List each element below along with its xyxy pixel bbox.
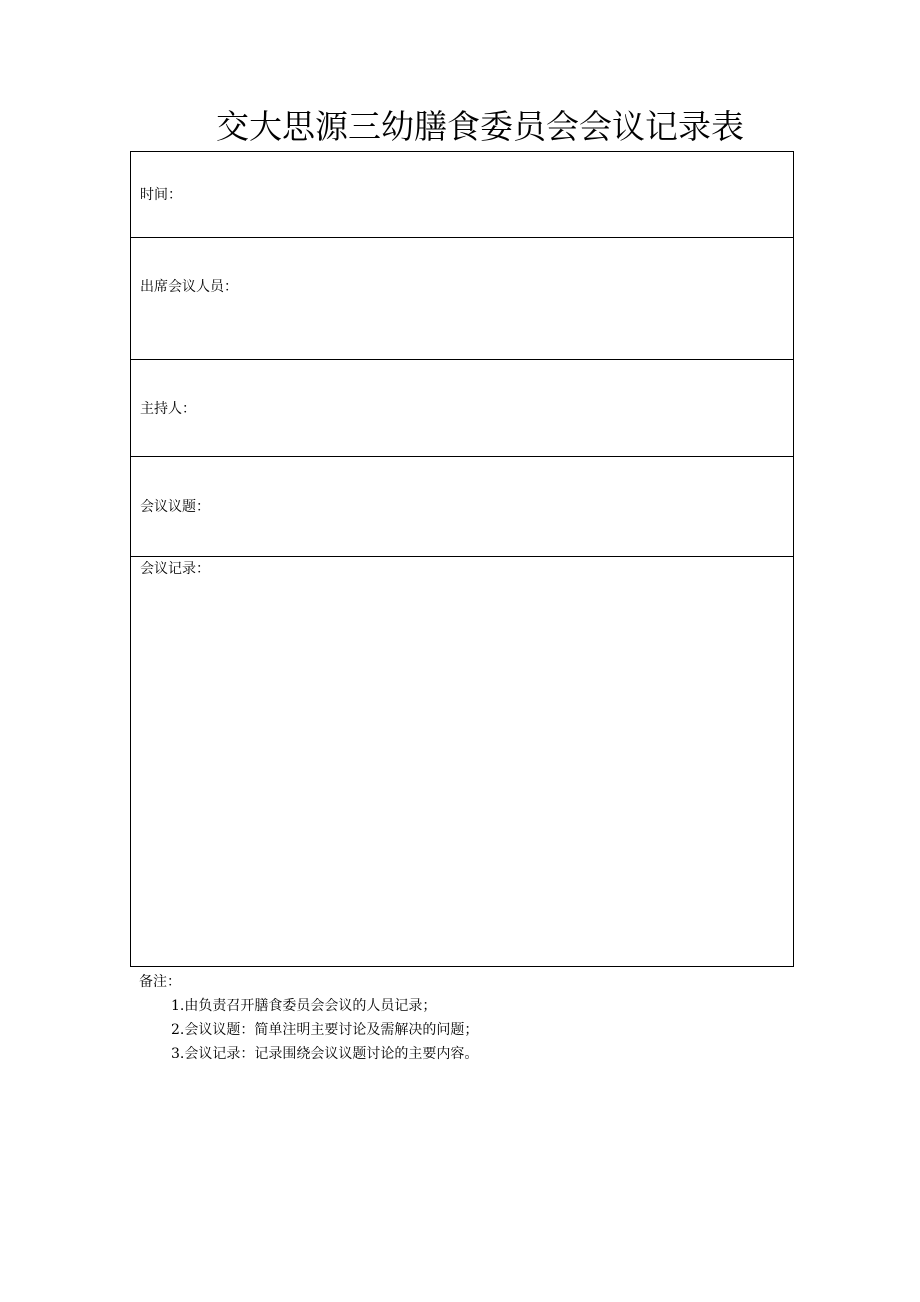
- notes-section: [139, 970, 478, 1066]
- attendees-label: 出席会议人员：: [140, 279, 238, 295]
- minutes-row[interactable]: [131, 557, 793, 966]
- notes-title: 备注：: [139, 974, 181, 990]
- host-label: 主持人：: [140, 401, 196, 417]
- notes-list: [139, 994, 478, 1066]
- note-item: 1.由负责召开膳食委员会会议的人员记录；: [171, 998, 437, 1014]
- note-item: 2.会议议题：简单注明主要讨论及需解决的问题；: [171, 1022, 479, 1038]
- document-title: 交大思源三幼膳食委员会会议记录表: [216, 107, 744, 146]
- host-row[interactable]: [131, 360, 793, 457]
- note-item: 3.会议记录：记录围绕会议议题讨论的主要内容。: [171, 1046, 479, 1062]
- topic-row[interactable]: [131, 457, 793, 557]
- time-label: 时间：: [140, 187, 182, 203]
- minutes-label: 会议记录：: [140, 561, 210, 577]
- time-row[interactable]: [131, 152, 793, 238]
- topic-label: 会议议题：: [140, 499, 210, 515]
- meeting-record-form: [130, 151, 794, 967]
- attendees-row[interactable]: [131, 238, 793, 360]
